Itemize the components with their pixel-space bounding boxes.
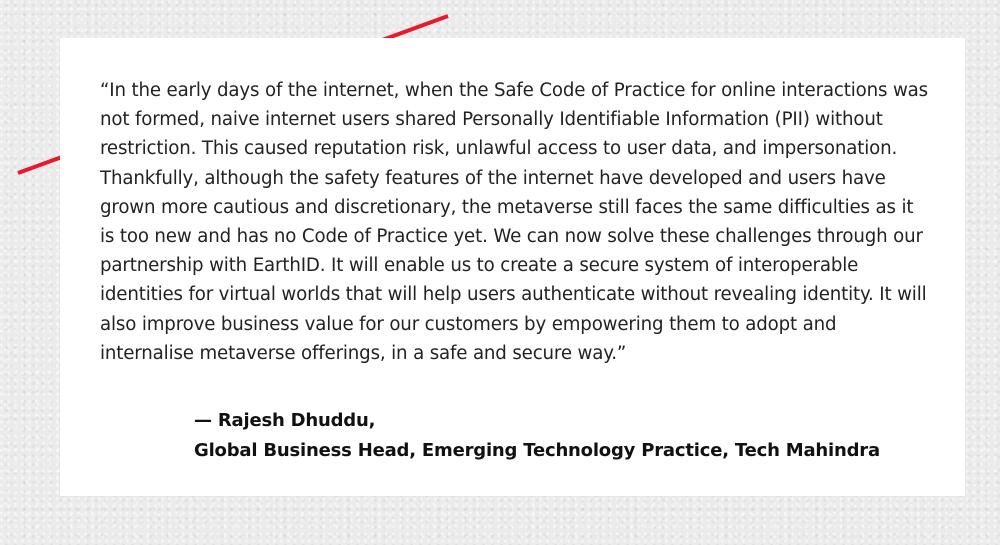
attribution <box>194 406 954 466</box>
quote-text: “In the early days of the internet, when the Safe Code of Practice for online interactions was not formed, naive internet users shared Personally Identifiable Information (PII) without restriction. This caused reputation risk, unlawful access to user data, and impersonation. Thankfully, although the safety features of the internet have developed and users have grown more cautious and discretionary, the metaverse still faces the same difficulties as it is too new and has no Code of Practice yet. We can now solve these challenges through our partnership with EarthID. It will enable us to create a secure system of interoperable identities for virtual worlds that will help users authenticate without revealing identity. It will also improve business value for our customers by empowering them to adopt and internalise metaverse offerings, in a safe and secure way.” <box>100 80 928 364</box>
author-name: — Rajesh Dhuddu, <box>194 410 376 431</box>
quote-card <box>60 38 965 496</box>
author-title: Global Business Head, Emerging Technology Practice, Tech Mahindra <box>194 440 880 461</box>
